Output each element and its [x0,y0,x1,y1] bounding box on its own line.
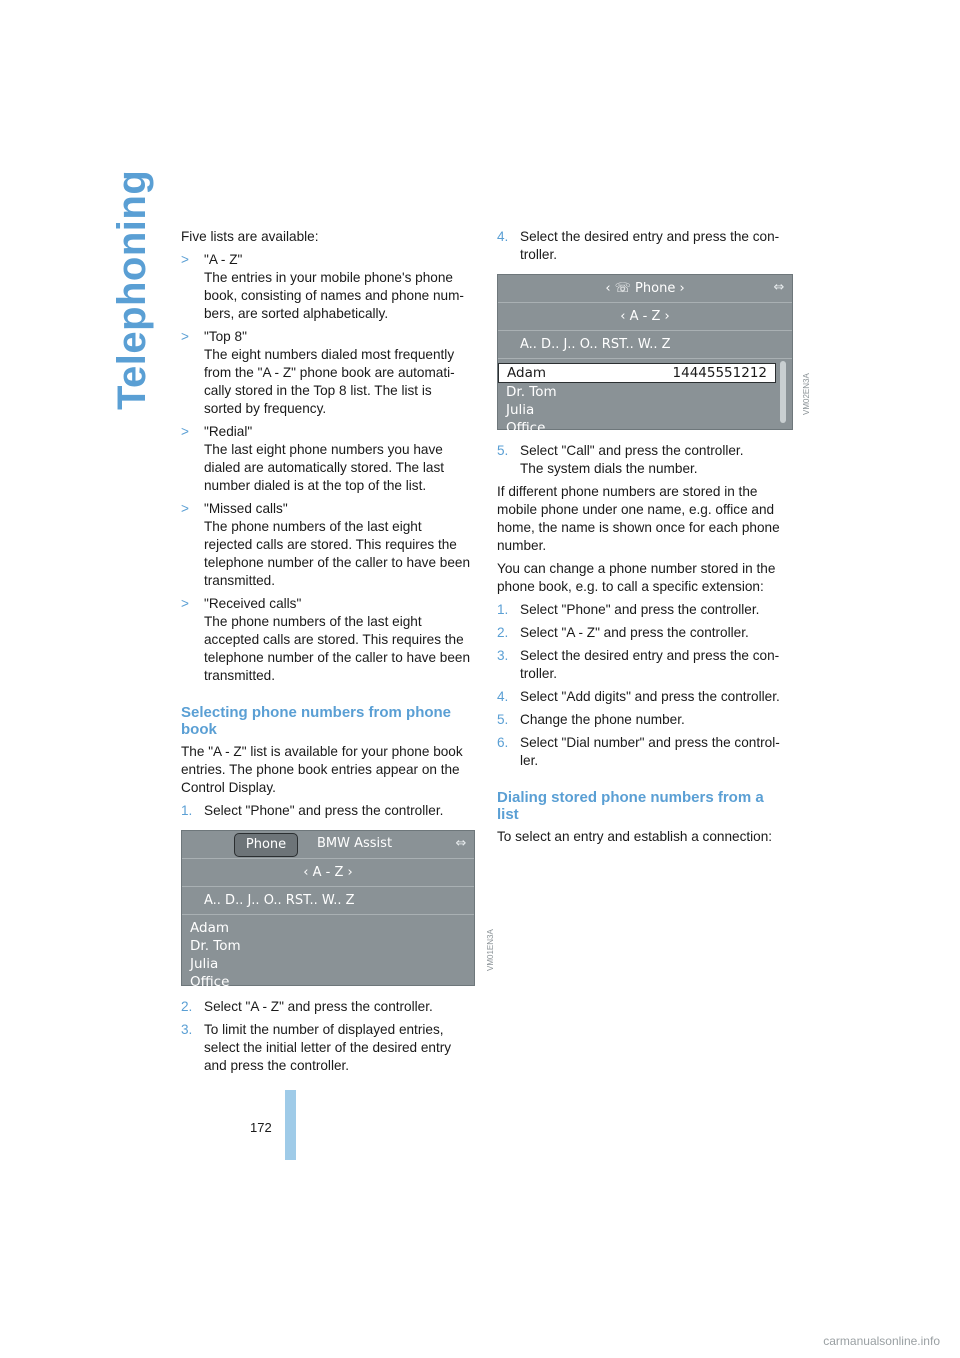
list-item: Adam [190,920,229,936]
letter-selector: A.. D.. J.. O.. RST.. W.. Z [498,331,792,359]
step-number: 1. [181,803,193,818]
image-code: VM02EN3A [802,373,811,415]
bullet-title: "Redial" [204,424,253,439]
bullet-marker: > [181,424,189,439]
watermark: carmanualsonline.info [823,1334,940,1348]
bullet-marker: > [181,501,189,516]
page-number: 172 [250,1120,272,1135]
arrows-icon: ⇔ [773,280,785,295]
step-item: 4. Select "Add digits" and press the controller. [497,689,780,704]
list-item: Office [506,420,546,436]
bullet-marker: > [181,329,189,344]
chapter-title: Telephoning [110,169,154,410]
list-item: Julia [190,956,219,972]
step-item: 3. To limit the number of displayed entries, select the initial letter of the desired entry and press the controller. [181,1022,452,1073]
list-item: Office [190,974,230,990]
step-item: 4. Select the desired entry and press the con- troller. [497,229,780,262]
list-item: Julia [506,402,535,418]
right-column [497,228,811,851]
entry-name: Adam [507,365,546,381]
step-number: 4. [497,689,509,704]
step-item: 6. Select "Dial number" and press the control- ler. [497,735,780,768]
list-item: Dr. Tom [506,384,557,400]
step-number: 6. [497,735,509,750]
list-item: > "Top 8" The eight numbers dialed most frequently from the "A - Z" phone book are automati- cally stored in the Top 8 list. The list is sorted by frequency. [181,328,475,418]
list-selector: ‹ A - Z › [182,859,474,887]
step-number: 4. [497,229,509,244]
bullet-title: "A - Z" [204,252,243,267]
tab-phone: Phone [234,833,298,857]
paragraph: You can change a phone number stored in the phone book, e.g. to call a specific extension: [497,561,776,594]
step-number: 1. [497,602,509,617]
paragraph: To select an entry and establish a connection: [497,829,773,844]
bullet-title: "Top 8" [204,329,247,344]
list-item: > "Redial" The last eight phone numbers you have dialed are automatically stored. The last number dialed is at the top of the list. [181,423,475,495]
scrollbar [780,361,786,423]
tab-bmw-assist: BMW Assist [317,836,393,851]
list-item: Dr. Tom [190,938,241,954]
menu-bar [498,275,792,303]
list-item: > "A - Z" The entries in your mobile phone's phone book, consisting of names and phone num- bers, are sorted alphabetically. [181,251,475,323]
intro-text: Five lists are available: [181,229,319,244]
step-item: 5. Change the phone number. [497,712,685,727]
phonebook-list [498,359,792,441]
list-item: > "Missed calls" The phone numbers of the last eight rejected calls are stored. This requires the telephone number of the caller to have been transmitted. [181,500,475,590]
step-number: 5. [497,443,509,458]
list-item: > "Received calls" The phone numbers of the last eight accepted calls are stored. This requires the telephone number of the caller to have been transmitted. [181,595,475,685]
left-column [181,228,495,1080]
phonebook-list [182,915,474,995]
step-item: 3. Select the desired entry and press the con- troller. [497,648,780,681]
step-item: 5. Select "Call" and press the controller. The system dials the number. [497,443,744,476]
menu-bar [182,831,474,859]
step-number: 3. [497,648,509,663]
phone-title: ‹ ☏ Phone › [605,281,685,296]
selected-entry [498,363,776,383]
page-marker [285,1090,296,1160]
step-item: 1. Select "Phone" and press the controller. [181,803,444,818]
bullet-marker: > [181,252,189,267]
section-heading: Dialing stored phone numbers from a list [497,789,764,823]
letter-selector: A.. D.. J.. O.. RST.. W.. Z [182,887,474,915]
step-item: 1. Select "Phone" and press the controller. [497,602,760,617]
bullet-title: "Received calls" [204,596,302,611]
step-number: 3. [181,1022,193,1037]
entry-number: 14445551212 [672,365,767,381]
list-selector: ‹ A - Z › [498,303,792,331]
section-heading: Selecting phone numbers from phone book [181,704,452,738]
step-number: 2. [497,625,509,640]
step-item: 2. Select "A - Z" and press the controller. [181,999,433,1014]
bullet-title: "Missed calls" [204,501,288,516]
paragraph: If different phone numbers are stored in the mobile phone under one name, e.g. office and home, the name is shown once for each phone number. [497,484,780,553]
bullet-marker: > [181,596,189,611]
control-display-screenshot [181,830,495,990]
image-code: VM01EN3A [486,929,495,971]
step-number: 5. [497,712,509,727]
arrows-icon: ⇔ [455,836,467,851]
step-number: 2. [181,999,193,1014]
paragraph: The "A - Z" list is available for your phone book entries. The phone book entries appear on the Control Display. [181,744,463,795]
control-display-screenshot [497,274,811,436]
step-item: 2. Select "A - Z" and press the controller. [497,625,749,640]
